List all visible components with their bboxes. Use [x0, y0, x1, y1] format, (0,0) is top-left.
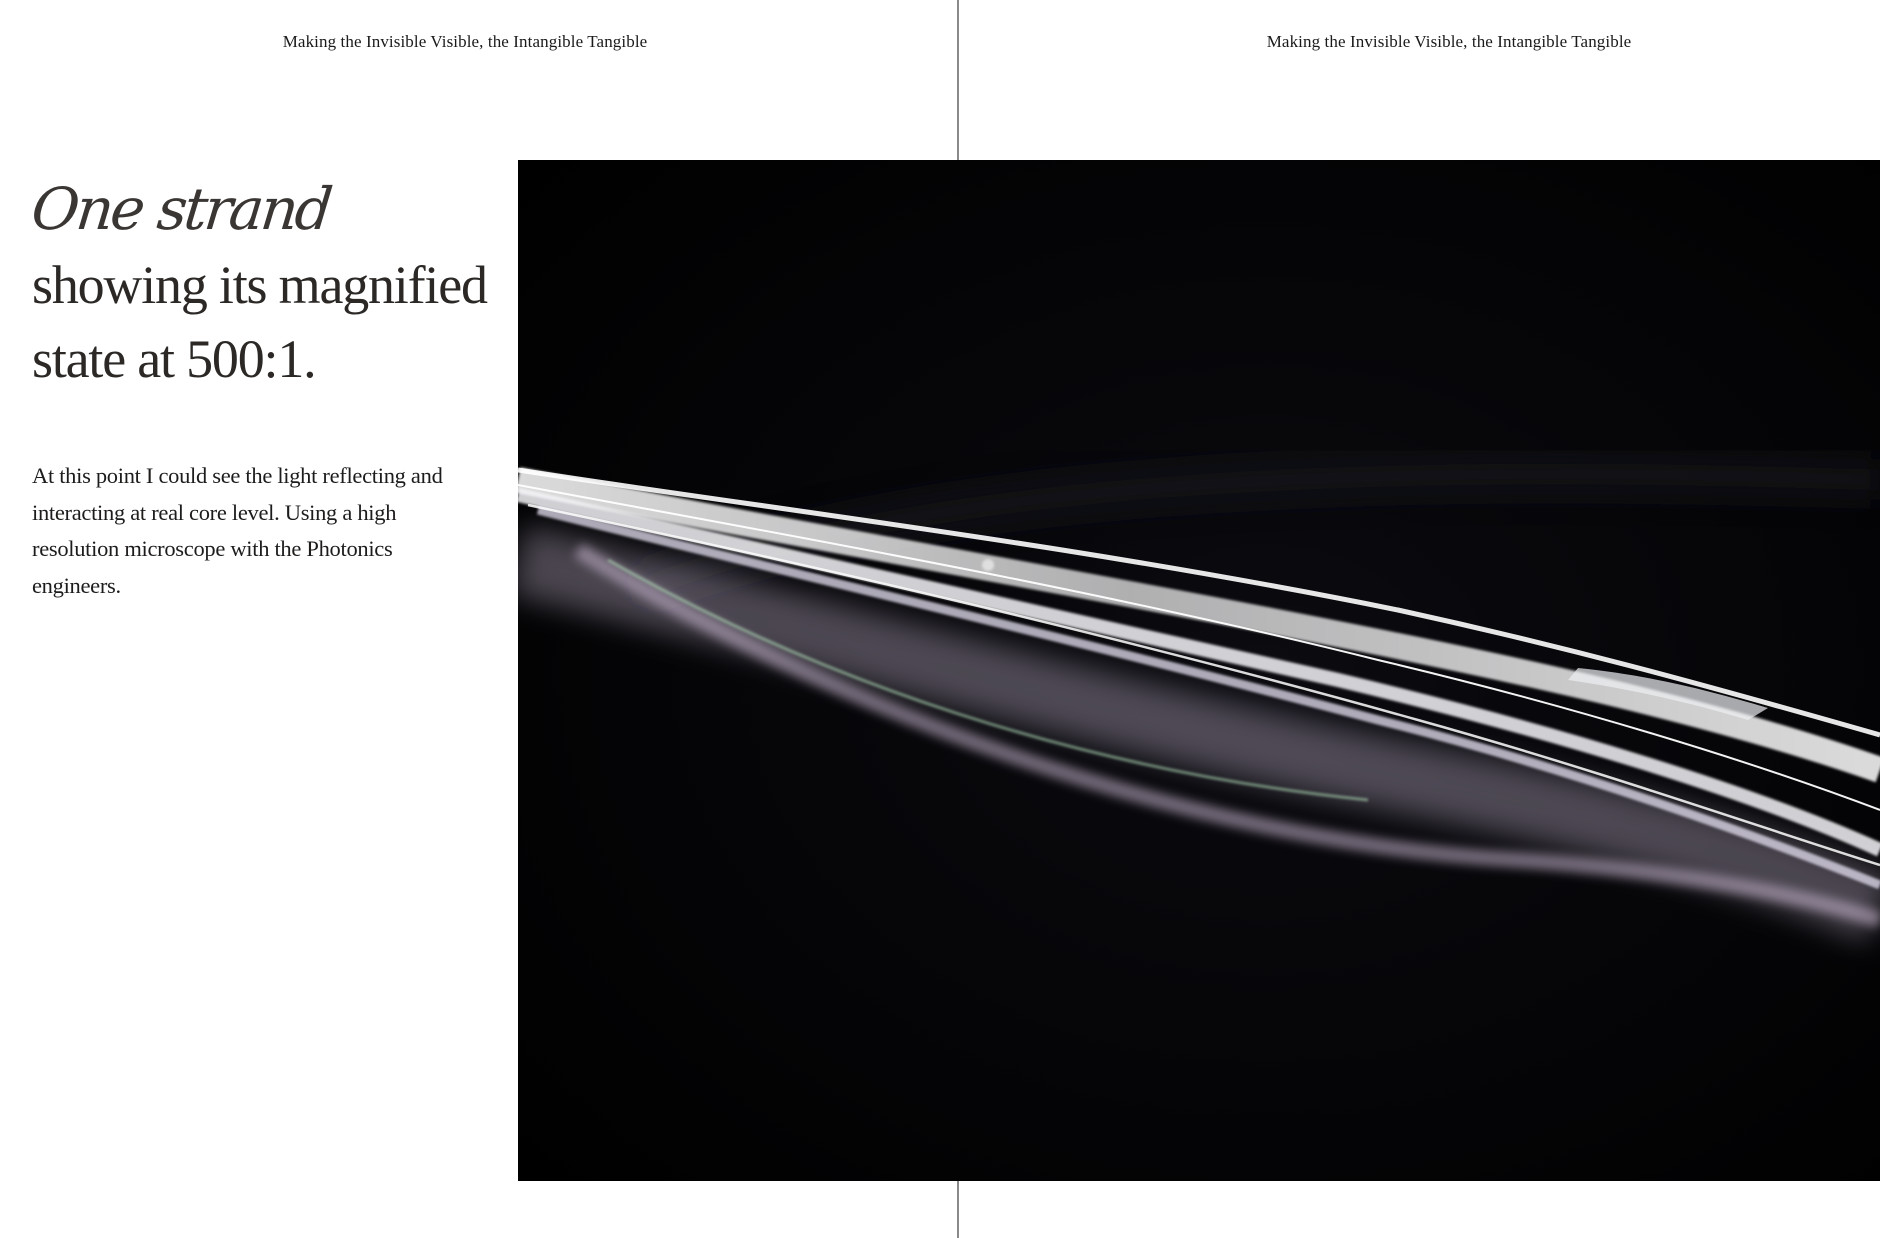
- headline-rest: showing its magnified state at 500:1.: [32, 255, 487, 389]
- magnified-strand-illustration: [518, 160, 1880, 1181]
- caption-body-text: At this point I could see the light reflecting and interacting at real core level. Using a high resolution microscope with the Photonics engineers.: [32, 463, 443, 598]
- caption-headline: [28, 172, 492, 396]
- surface-particle: [982, 559, 994, 571]
- microscope-photo: [518, 160, 1880, 1181]
- left-page-running-title: Making the Invisible Visible, the Intangible Tangible: [282, 32, 648, 51]
- headline-script-words: One strand: [28, 175, 334, 243]
- right-page-running-title: Making the Invisible Visible, the Intangible Tangible: [1266, 32, 1632, 51]
